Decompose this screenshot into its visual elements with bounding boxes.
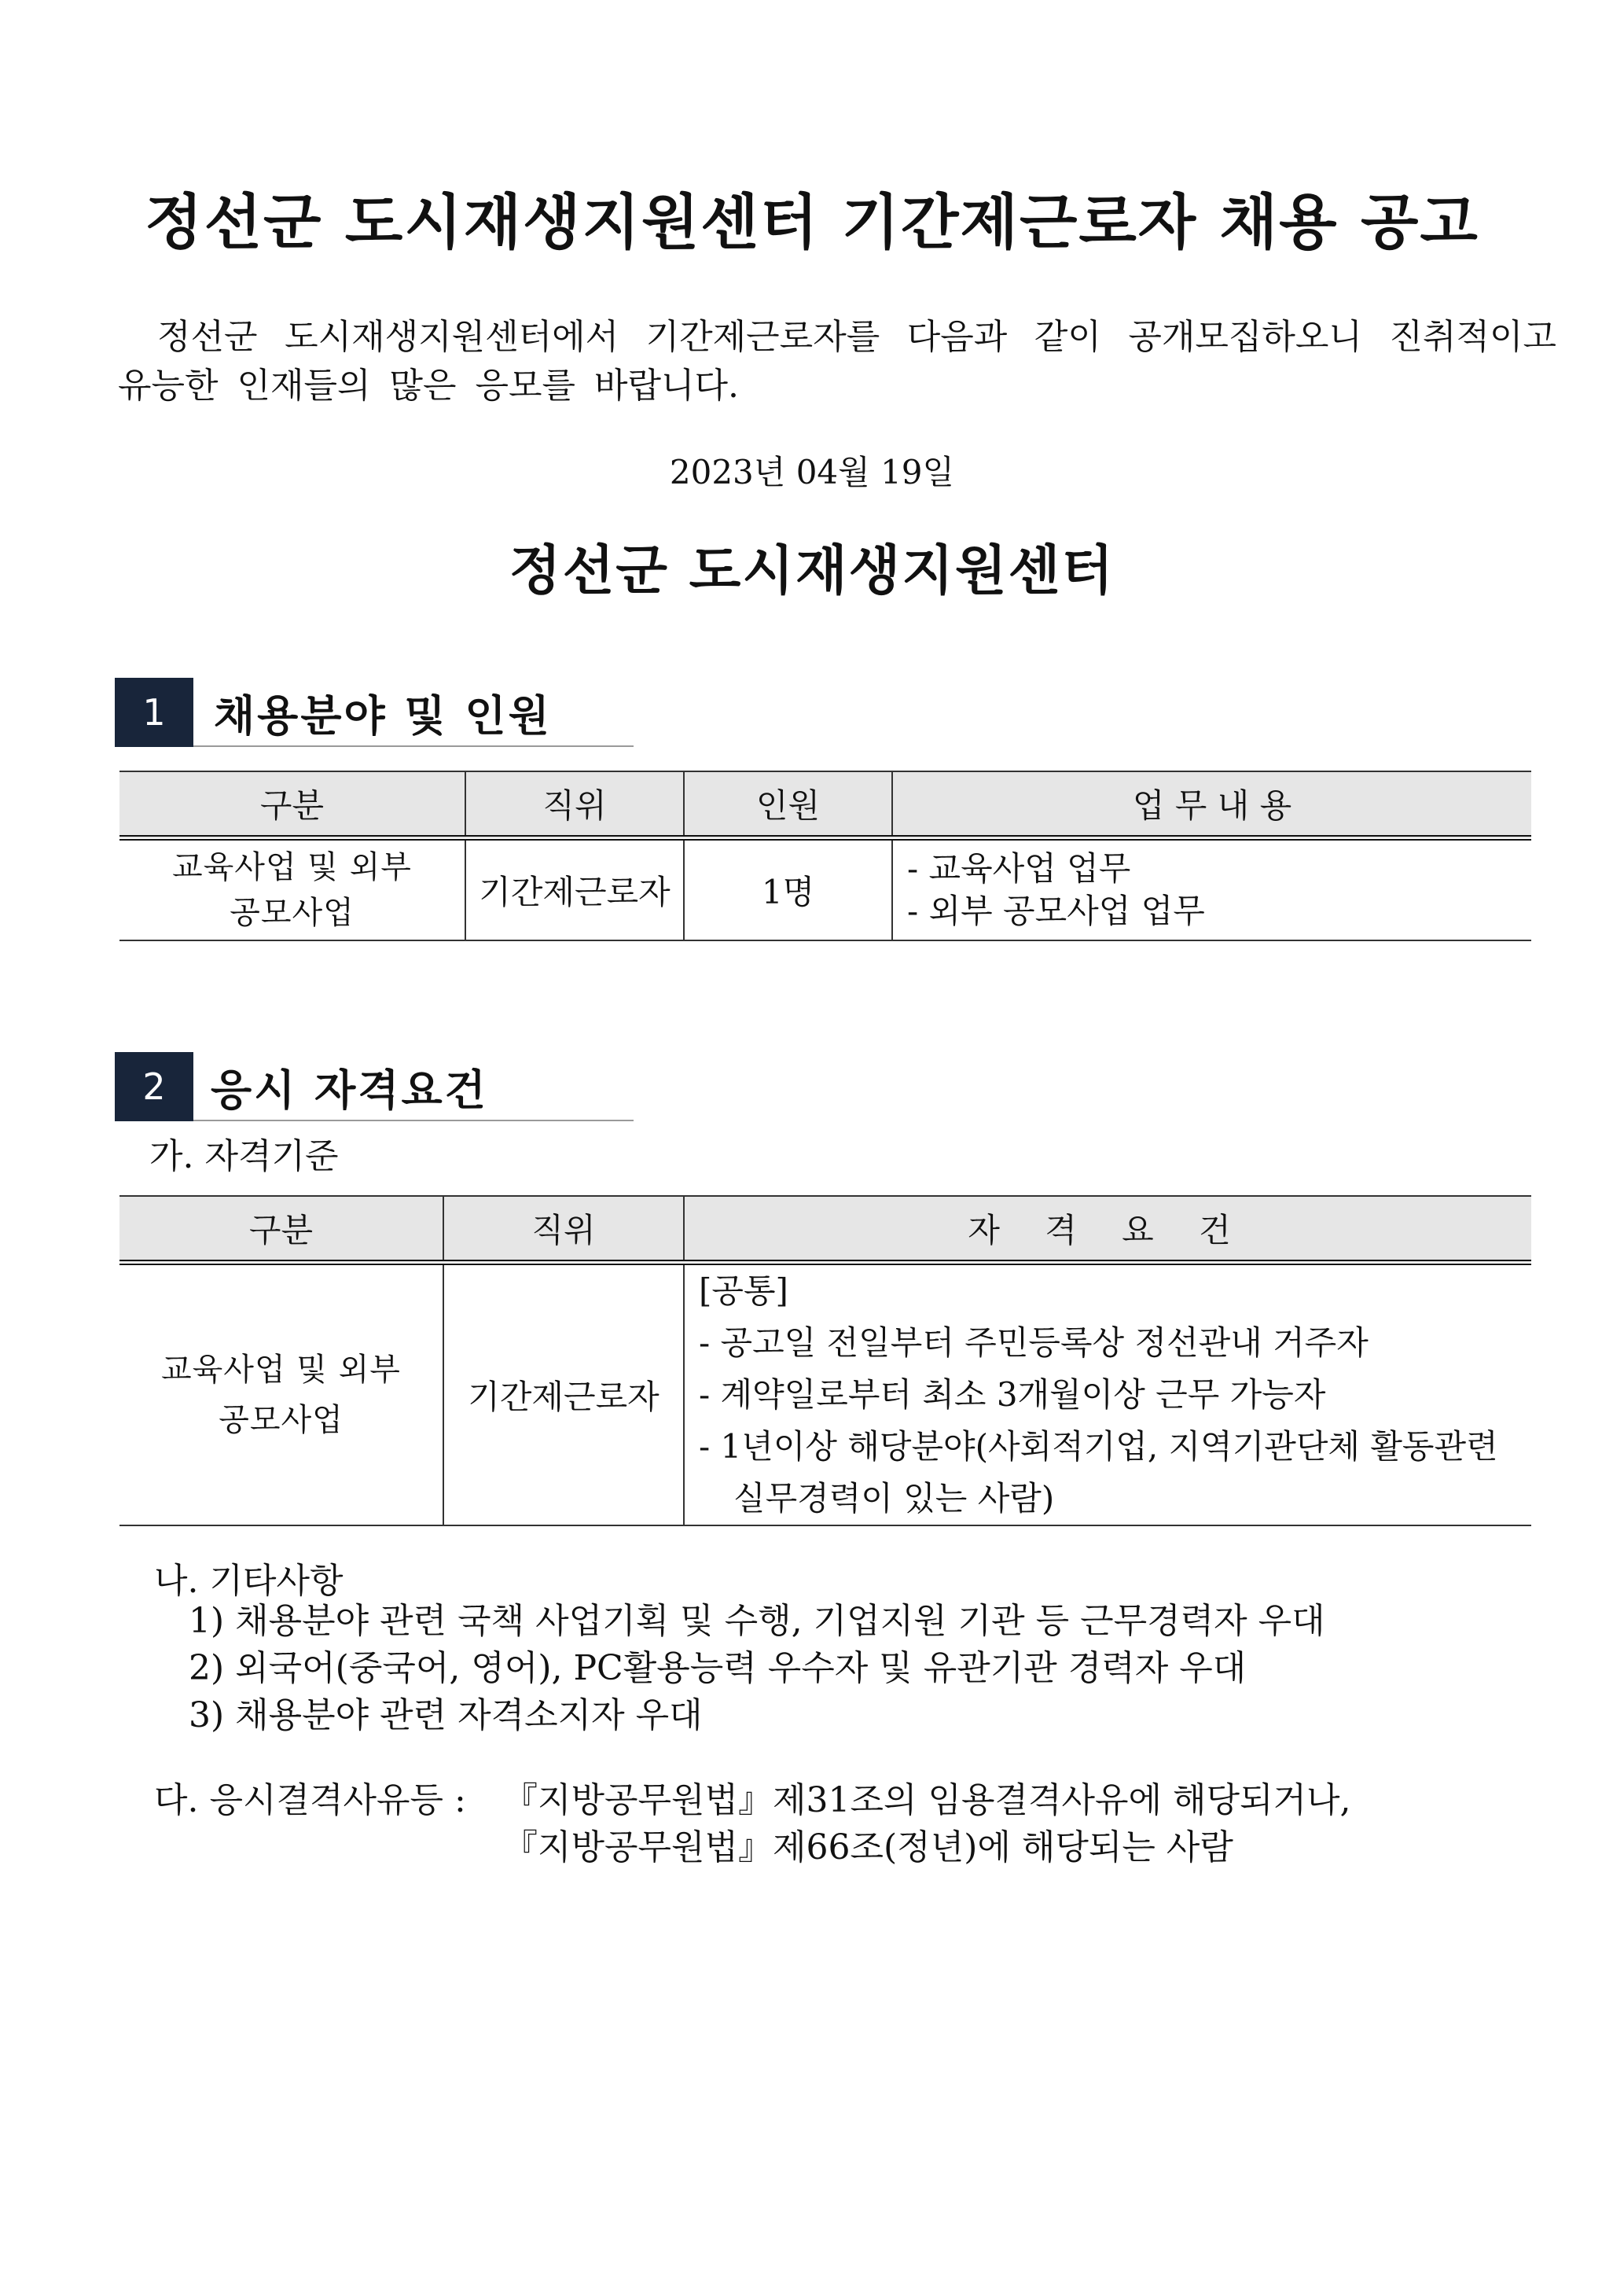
header-category: 구분 (119, 771, 465, 838)
section1-number-badge: 1 (115, 678, 193, 747)
section2-number-badge: 2 (115, 1052, 193, 1121)
document-title: 정선군 도시재생지원센터 기간제근로자 채용 공고 (145, 187, 1479, 257)
category-line-1: 교육사업 및 외부 (172, 848, 412, 885)
section1-underline (193, 745, 634, 747)
duty-item: - 외부 공모사업 업무 (907, 891, 1205, 930)
other-items-list (189, 1598, 1325, 1739)
category-line-2: 공모사업 (219, 1402, 344, 1438)
cell-duties (892, 838, 1531, 940)
header-requirements: 자 격 요 건 (684, 1196, 1531, 1263)
cell-position: 기간제근로자 (465, 838, 684, 940)
other-item: 2) 외국어(중국어, 영어), PC활용능력 우수자 및 유관기관 경력자 우대 (189, 1648, 1247, 1688)
recruitment-table (119, 771, 1531, 941)
section2-title: 응시 자격요건 (211, 1065, 488, 1115)
disqualification-line: 『지방공무원법』제31조의 임용결격사유에 해당되거나, (503, 1780, 1351, 1820)
header-position: 직위 (443, 1196, 684, 1263)
section1-title: 채용분야 및 인원 (214, 691, 552, 741)
header-count: 인원 (684, 771, 892, 838)
organization-name: 정선군 도시재생지원센터 (509, 540, 1115, 602)
intro-paragraph: 정선군 도시재생지원센터에서 기간제근로자를 다음과 같이 공개모집하오니 진취적이고 유능한 인재들의 많은 응모를 바랍니다. (118, 317, 1556, 406)
header-position: 직위 (465, 771, 684, 838)
category-line-2: 공모사업 (230, 894, 355, 931)
qualification-table-header-row (119, 1196, 1531, 1263)
subsection-c-label: 다. 응시결격사유등 : (154, 1780, 466, 1820)
subsection-a-heading: 가. 자격기준 (149, 1136, 339, 1176)
requirement-item-continued: 실무경력이 있는 사람) (733, 1479, 1055, 1518)
qualification-table (119, 1195, 1531, 1526)
recruitment-table-row (119, 838, 1531, 940)
cell-position: 기간제근로자 (443, 1263, 684, 1526)
cell-category (119, 1263, 443, 1526)
header-category: 구분 (119, 1196, 443, 1263)
section2-underline (193, 1120, 634, 1121)
category-line-1: 교육사업 및 외부 (161, 1352, 401, 1388)
header-duties: 업 무 내 용 (892, 771, 1531, 838)
qualification-table-row (119, 1263, 1531, 1526)
recruitment-table-header-row (119, 771, 1531, 838)
cell-category (119, 838, 465, 940)
other-item: 3) 채용분야 관련 자격소지자 우대 (189, 1695, 703, 1735)
other-item: 1) 채용분야 관련 국책 사업기획 및 수행, 기업지원 기관 등 근무경력자 우대 (189, 1601, 1325, 1641)
announcement-date: 2023년 04월 19일 (669, 453, 955, 491)
cell-requirements (684, 1263, 1531, 1526)
requirement-item: - 계약일로부터 최소 3개월이상 근무 가능자 (699, 1375, 1326, 1414)
requirement-item: - 1년이상 해당분야(사회적기업, 지역기관단체 활동관련 (699, 1427, 1498, 1466)
requirements-heading: [공통] (699, 1271, 788, 1310)
disqualification-line: 『지방공무원법』제66조(정년)에 해당되는 사람 (503, 1827, 1233, 1867)
duty-item: - 교육사업 업무 (907, 848, 1131, 888)
requirement-item: - 공고일 전일부터 주민등록상 정선관내 거주자 (699, 1323, 1369, 1362)
subsection-b-heading: 나. 기타사항 (154, 1561, 344, 1601)
cell-count: 1명 (684, 838, 892, 940)
